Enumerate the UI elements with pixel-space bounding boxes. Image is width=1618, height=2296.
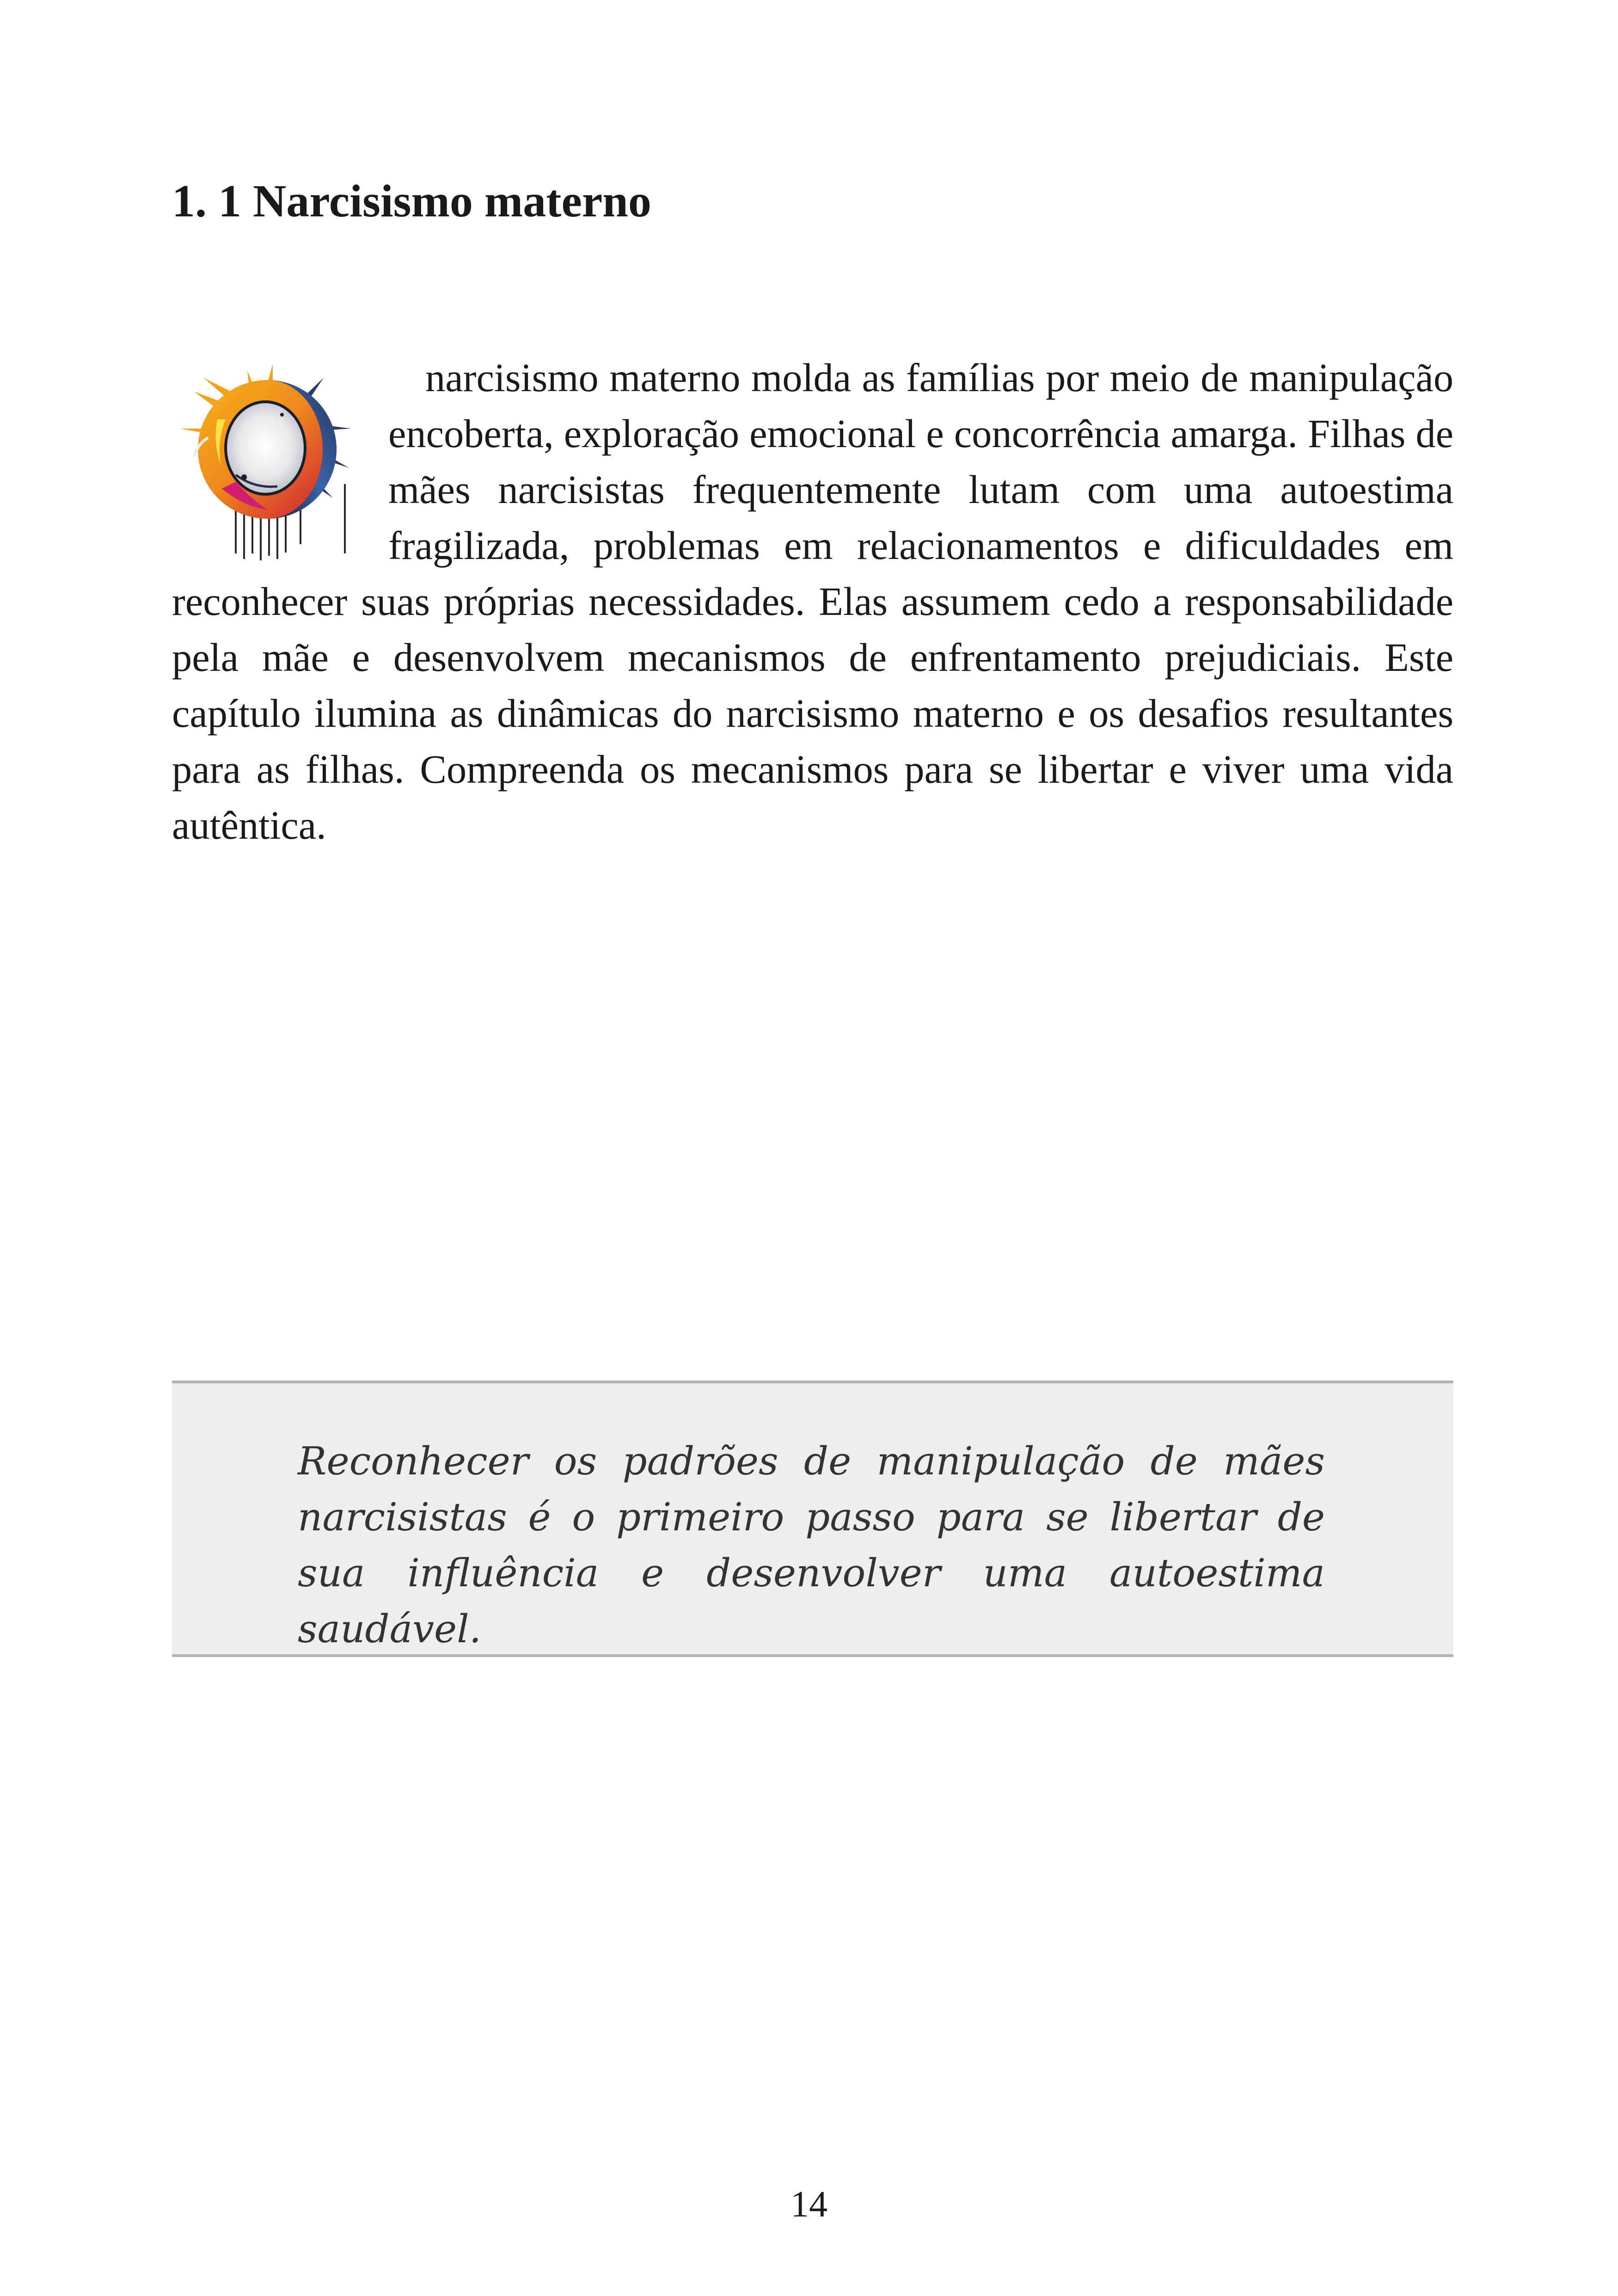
body-paragraph [172,350,1453,853]
section-heading: 1. 1 Narcisismo materno [172,175,651,227]
ornate-letter-o-icon [166,350,362,565]
callout-quote-text: Reconhecer os padrões de manipulação de mães narcisistas é o primeiro passo para se libertar de sua influência e desenvolver uma autoestima saudável. [298,1439,1325,1651]
body-text-block [172,350,1453,853]
body-paragraph-text: narcisismo materno molda as famílias por meio de manipulação encoberta, exploração emocional e concorrência amarga. Filhas de mães narcisistas frequentemente lutam com uma autoestima fragilizada, problemas em relacionamentos e dificuldades em reconhecer suas próprias necessidades. Elas assumem cedo a responsabilidade pela mãe e desenvolvem mecanismos de enfrentamento prejudiciais. Este capítulo ilumina as dinâmicas do narcisismo materno e os desafios resultantes para as filhas. Compreenda os mecanismos para se libertar e viver uma vida autêntica. [172,356,1453,847]
page-number: 14 [791,2184,827,2225]
quote-callout-box [172,1381,1453,1657]
